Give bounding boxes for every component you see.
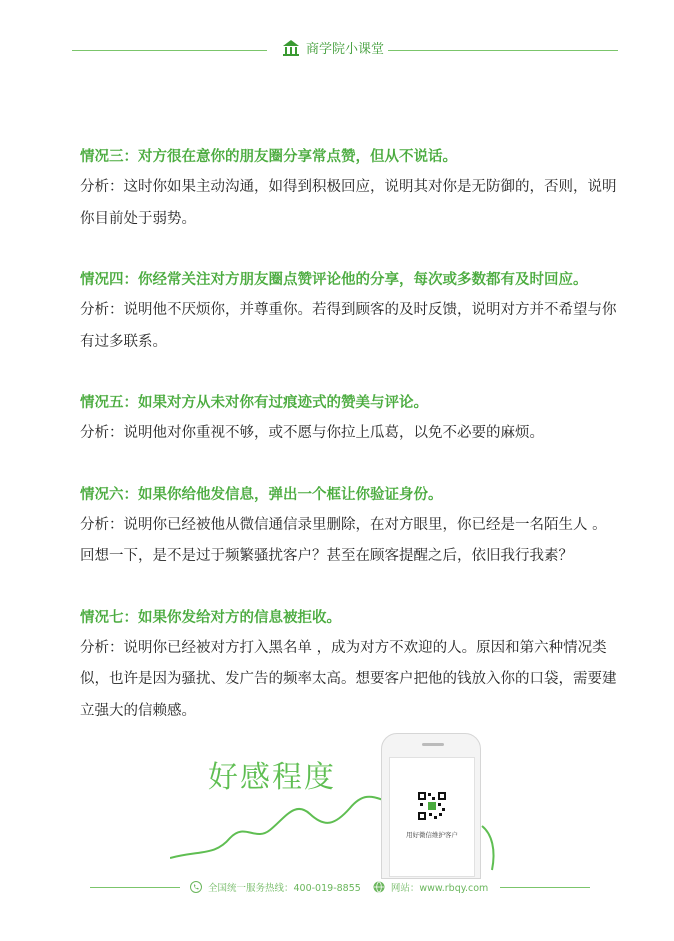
brand <box>282 38 384 57</box>
situation-3 <box>80 142 620 235</box>
footer-info <box>190 880 488 894</box>
phone-illustration <box>381 733 481 879</box>
situation-title: 情况五：如果对方从未对你有过痕迹式的赞美与评论。 <box>80 395 428 411</box>
phone-caption: 用好微信维护客户 <box>406 831 458 839</box>
page-header <box>72 36 618 66</box>
footer-divider-left <box>90 887 180 888</box>
situation-6 <box>80 480 620 573</box>
situation-analysis: 分析：说明你已经被对方打入黑名单 ，成为对方不欢迎的人。原因和第六种情况类似，也许是因为骚扰、发广告的频率太高。想要客户把他的钱放入你的口袋，需要建立强大的信赖感。 <box>80 639 617 719</box>
phone-icon <box>190 881 202 893</box>
phone-screen <box>389 757 475 877</box>
situation-title: 情况四：你经常关注对方朋友圈点赞评论他的分享，每次或多数都有及时回应。 <box>80 272 588 288</box>
header-divider-left <box>72 50 267 51</box>
globe-icon <box>373 881 385 893</box>
phone-speaker <box>422 743 444 746</box>
footer-divider-right <box>500 887 590 888</box>
situation-5 <box>80 388 620 450</box>
situation-4 <box>80 265 620 358</box>
article-content <box>80 142 620 757</box>
illustration-title: 好感程度 <box>208 760 336 795</box>
qr-code-icon <box>417 791 447 821</box>
header-divider-right <box>388 50 618 51</box>
situation-analysis: 分析：这时你如果主动沟通，如得到积极回应，说明其对你是无防御的，否则，说明你目前处于弱势。 <box>80 179 617 227</box>
service-hotline: 全国统一服务热线：400-019-8855 <box>208 883 361 894</box>
brand-title: 商学院小课堂 <box>306 42 385 57</box>
website: 网站：www.rbqy.com <box>390 883 489 894</box>
situation-title: 情况六：如果你给他发信息，弹出一个框让你验证身份。 <box>80 486 443 503</box>
situation-7 <box>80 603 620 728</box>
page-footer <box>90 878 590 898</box>
situation-analysis: 分析：说明他不厌烦你，并尊重你。若得到顾客的及时反馈，说明对方并不希望与你有过多联系。 <box>80 302 617 350</box>
situation-analysis: 分析：说明你已经被他从微信通信录里删除，在对方眼里，你已经是一名陌生人 。回想一下，是不是过于频繁骚扰客户？甚至在顾客提醒之后，依旧我行我素？ <box>80 516 607 564</box>
situation-title: 情况七：如果你发给对方的信息被拒收。 <box>80 609 341 626</box>
institution-icon <box>282 39 300 57</box>
situation-title: 情况三：对方很在意你的朋友圈分享常点赞，但从不说话。 <box>80 149 457 165</box>
situation-analysis: 分析：说明他对你重视不够，或不愿与你拉上瓜葛，以免不必要的麻烦。 <box>80 425 544 441</box>
